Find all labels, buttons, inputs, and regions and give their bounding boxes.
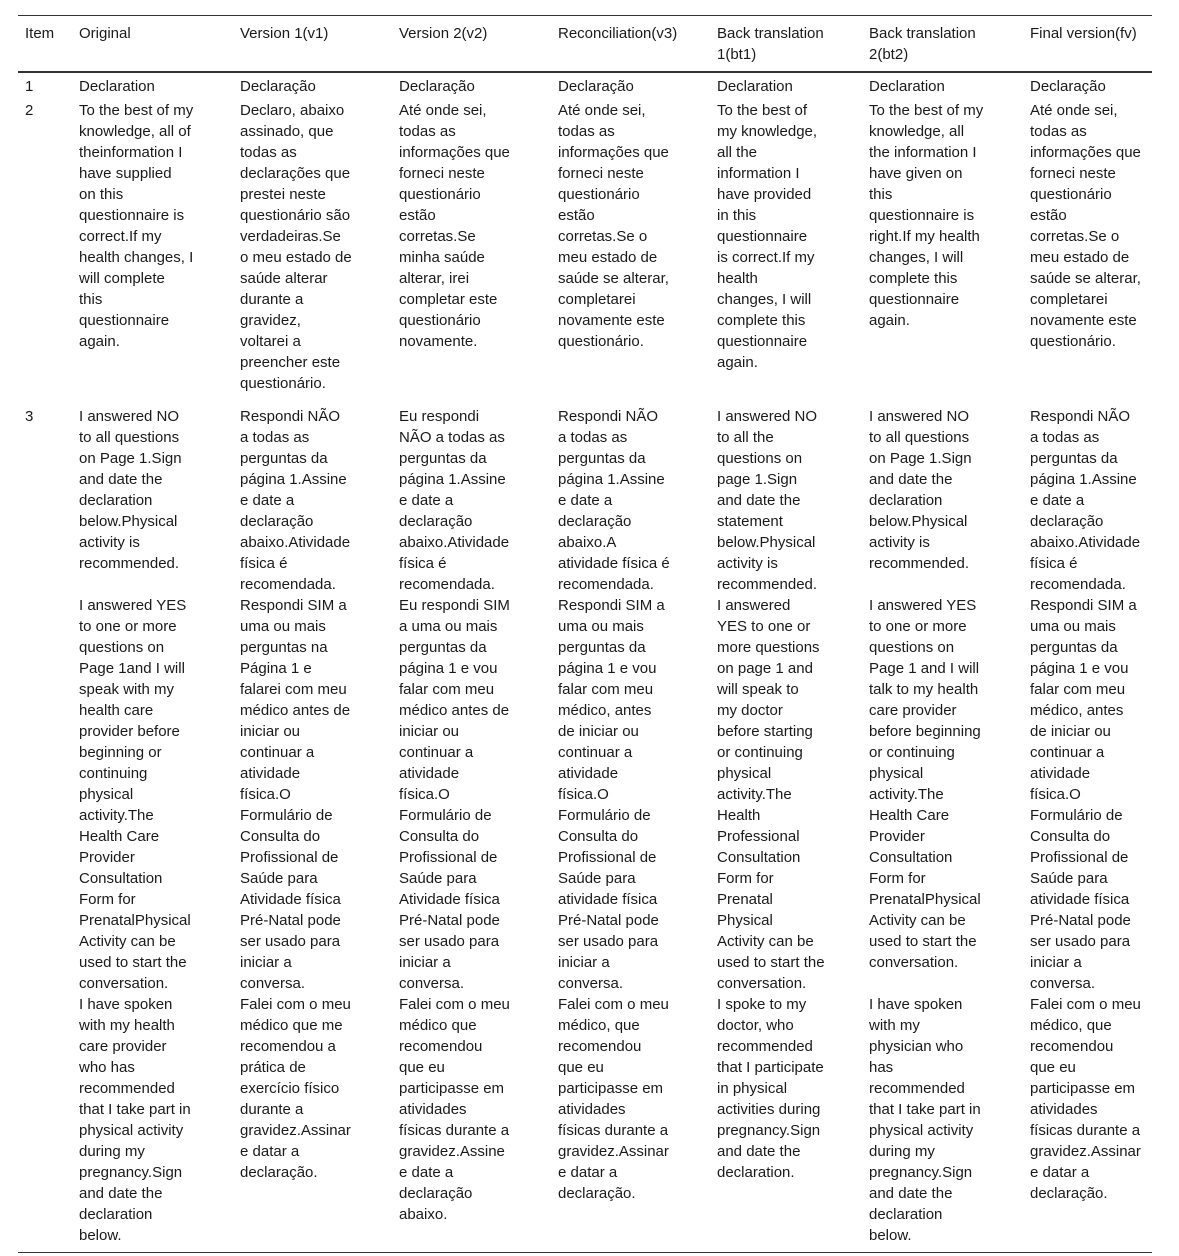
table-header-row (18, 16, 1152, 73)
cell-bt2: I answered NO to all questions on Page 1.Sign and date the declaration below.Physical activity is recommended. (869, 408, 972, 572)
table-row (18, 72, 1152, 97)
item-number: 3 (25, 408, 34, 425)
cell-bt2: Declaration (869, 78, 945, 95)
header-version-1: Version 1(v1) (240, 25, 329, 42)
header-item: Item (25, 25, 55, 42)
cell-v3: Até onde sei, todas as informações que forneci neste questionário estão corretas.Se o meu estado de saúde se alterar, completarei novamente este questionário. (558, 102, 669, 350)
header-back-translation-2: Back translation 2(bt2) (869, 25, 976, 63)
cell-v1: Declaro, abaixo assinado, que todas as declarações que prestei neste questionário são verdadeiras.Se o meu estado de saúde alterar durante a gravidez, voltarei a preencher este questionário. (240, 102, 352, 392)
item-number: 2 (25, 102, 34, 119)
cell-v2: Falei com o meu médico que recomendou que eu participasse em atividades físicas durante a gravidez.Assine e date a declaração abaixo. (399, 996, 510, 1223)
cell-v3: Declaração (558, 78, 634, 95)
item-number (18, 595, 72, 994)
table-row (18, 394, 1152, 595)
header-final-version: Final version(fv) (1030, 25, 1137, 42)
cell-fv: Respondi NÃO a todas as perguntas da página 1.Assine e date a declaração abaixo.Atividade física é recomendada. (1030, 408, 1141, 593)
cell-v3: Respondi NÃO a todas as perguntas da página 1.Assine e date a declaração abaixo.A atividade física é recomendada. (558, 408, 670, 593)
cell-bt1: I spoke to my doctor, who recommended that I participate in physical activities during pregnancy.Sign and date the declaration. (717, 996, 824, 1181)
item-number: 1 (25, 78, 34, 95)
cell-bt2: I answered YES to one or more questions on Page 1 and I will talk to my health care provider before beginning or continuing physical activity.The Health Care Provider Consultation Form for PrenatalPhysical Activity can be used to start the conversation. (869, 597, 981, 971)
cell-bt2: To the best of my knowledge, all the information I have given on this questionnaire is right.If my health changes, I will complete this questionnaire again. (869, 102, 984, 329)
cell-v2: Eu respondi SIM a uma ou mais perguntas da página 1 e vou falar com meu médico antes de iniciar ou continuar a atividade física.O Formulário de Consulta do Profissional de Saúde para Atividade física Pré-Natal pode ser usado para iniciar a conversa. (399, 597, 510, 992)
table-row (18, 595, 1152, 994)
cell-original: I answered NO to all questions on Page 1.Sign and date the declaration below.Physical activity is recommended. (79, 408, 182, 572)
cell-original: Declaration (79, 78, 155, 95)
cell-original: I have spoken with my health care provider who has recommended that I take part in physical activity during my pregnancy.Sign and date the declaration below. (79, 996, 191, 1244)
translation-table-container (18, 15, 1152, 1253)
cell-bt1: I answered NO to all the questions on page 1.Sign and date the statement below.Physical activity is recommended. (717, 408, 818, 593)
translation-table (18, 15, 1152, 1253)
cell-bt2: I have spoken with my physician who has recommended that I take part in physical activity during my pregnancy.Sign and date the declaration below. (869, 996, 981, 1244)
header-version-2: Version 2(v2) (399, 25, 488, 42)
header-back-translation-1: Back translation 1(bt1) (717, 25, 824, 63)
cell-fv: Respondi SIM a uma ou mais perguntas da página 1 e vou falar com meu médico, antes de iniciar ou continuar a atividade física.O Formulário de Consulta do Profissional de Saúde para atividade física Pré-Natal pode ser usado para iniciar a conversa. (1030, 597, 1137, 992)
cell-fv: Declaração (1030, 78, 1106, 95)
cell-original: I answered YES to one or more questions on Page 1and I will speak with my health care provider before beginning or continuing physical activity.The Health Care Provider Consultation Form for PrenatalPhysical Activity can be used to start the conversation. (79, 597, 191, 992)
cell-fv: Até onde sei, todas as informações que forneci neste questionário estão corretas.Se o meu estado de saúde se alterar, completarei novamente este questionário. (1030, 102, 1141, 350)
item-number (18, 994, 72, 1253)
cell-v2: Declaração (399, 78, 475, 95)
cell-original: To the best of my knowledge, all of theinformation I have supplied on this questionnaire is correct.If my health changes, I will complete this questionnaire again. (79, 102, 194, 350)
cell-v1: Falei com o meu médico que me recomendou a prática de exercício físico durante a gravidez.Assinar e datar a declaração. (240, 996, 351, 1181)
cell-bt1: Declaration (717, 78, 793, 95)
cell-v3: Falei com o meu médico, que recomendou que eu participasse em atividades físicas durante a gravidez.Assinar e datar a declaração. (558, 996, 669, 1202)
table-row (18, 994, 1152, 1253)
cell-v3: Respondi SIM a uma ou mais perguntas da página 1 e vou falar com meu médico, antes de iniciar ou continuar a atividade física.O Formulário de Consulta do Profissional de Saúde para atividade física Pré-Natal pode ser usado para iniciar a conversa. (558, 597, 665, 992)
cell-v2: Eu respondi NÃO a todas as perguntas da página 1.Assine e date a declaração abaixo.Atividade física é recomendada. (399, 408, 510, 593)
table-row (18, 97, 1152, 394)
cell-v1: Declaração (240, 78, 316, 95)
cell-bt1: I answered YES to one or more questions on page 1 and will speak to my doctor before starting or continuing physical activity.The Health Professional Consultation Form for Prenatal Physical Activity can be used to start the conversation. (717, 597, 825, 992)
cell-v2: Até onde sei, todas as informações que forneci neste questionário estão corretas.Se minha saúde alterar, irei completar este questionário novamente. (399, 102, 510, 350)
header-reconciliation: Reconciliation(v3) (558, 25, 678, 42)
cell-v1: Respondi SIM a uma ou mais perguntas na Página 1 e falarei com meu médico antes de iniciar ou continuar a atividade física.O Formulário de Consulta do Profissional de Saúde para Atividade física Pré-Natal pode ser usado para iniciar a conversa. (240, 597, 351, 992)
cell-fv: Falei com o meu médico, que recomendou que eu participasse em atividades físicas durante a gravidez.Assinar e datar a declaração. (1030, 996, 1141, 1202)
cell-bt1: To the best of my knowledge, all the information I have provided in this questionnaire is correct.If my health changes, I will complete this questionnaire again. (717, 102, 818, 371)
cell-v1: Respondi NÃO a todas as perguntas da página 1.Assine e date a declaração abaixo.Atividade física é recomendada. (240, 408, 351, 593)
header-original: Original (79, 25, 131, 42)
